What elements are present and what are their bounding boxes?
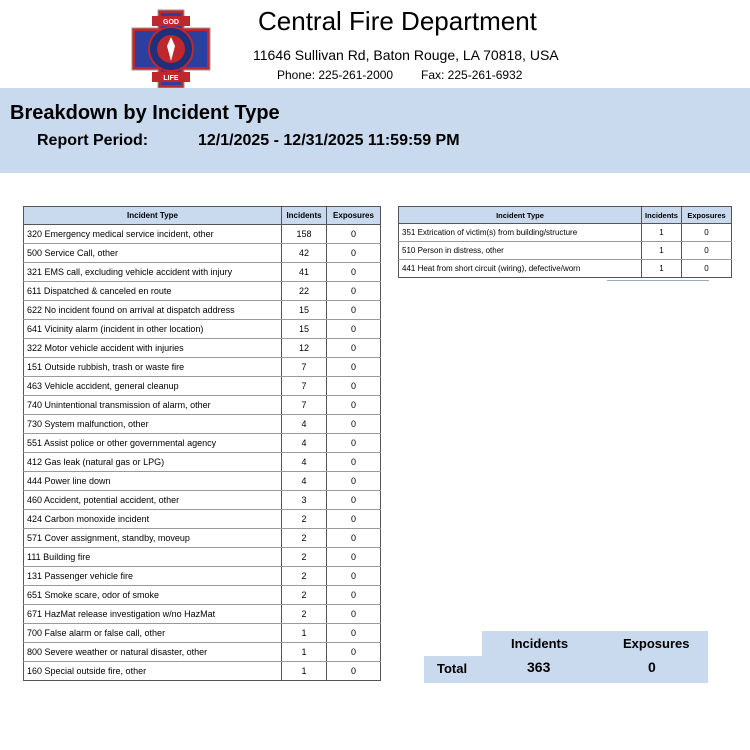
totals-row-label: Total [437,661,468,676]
incidents-cell: 2 [282,529,327,548]
table-row [24,624,381,643]
svg-text:GOD: GOD [163,19,179,26]
table-row [24,225,381,244]
table-row [399,242,732,260]
totals-row [424,656,708,683]
divider [607,280,709,281]
department-name: Central Fire Department [258,6,537,36]
exposures-cell: 0 [327,529,381,548]
totals-exposures-value: 0 [648,659,656,675]
table-row [24,339,381,358]
exposures-cell: 0 [327,339,381,358]
table-row [399,224,732,242]
incident-type-cell: 444 Power line down [24,472,282,491]
incidents-cell: 4 [282,415,327,434]
exposures-cell: 0 [327,301,381,320]
table-row [24,605,381,624]
exposures-cell: 0 [327,643,381,662]
department-address: 11646 Sullivan Rd, Baton Rouge, LA 70818, USA [253,47,559,63]
totals-incidents-value: 363 [527,659,551,675]
incidents-cell: 7 [282,396,327,415]
totals-incidents-label: Incidents [511,636,569,651]
table-row [24,510,381,529]
exposures-cell: 0 [327,567,381,586]
exposures-cell: 0 [682,260,732,278]
incidents-cell: 15 [282,320,327,339]
totals-exposures-label: Exposures [623,636,690,651]
exposures-cell: 0 [327,548,381,567]
table-row [24,320,381,339]
incidents-cell: 15 [282,301,327,320]
totals-header [482,631,708,656]
department-fax: Fax: 225-261-6932 [421,68,523,82]
incident-type-cell: 151 Outside rubbish, trash or waste fire [24,358,282,377]
incident-type-cell: 651 Smoke scare, odor of smoke [24,586,282,605]
incident-type-cell: 641 Vicinity alarm (incident in other location) [24,320,282,339]
table-row [24,263,381,282]
table-row [24,548,381,567]
incident-type-cell: 320 Emergency medical service incident, other [24,225,282,244]
table-row [24,529,381,548]
incidents-cell: 1 [642,224,682,242]
incidents-cell: 1 [282,624,327,643]
report-title: Breakdown by Incident Type [10,102,280,124]
incidents-cell: 1 [642,242,682,260]
table-row [24,244,381,263]
table-row [24,586,381,605]
report-banner [0,88,750,173]
column-header-exposures: Exposures [682,207,732,224]
table-row [399,260,732,278]
svg-text:LIFE: LIFE [163,75,179,82]
exposures-cell: 0 [327,624,381,643]
incidents-cell: 12 [282,339,327,358]
incident-type-cell: 510 Person in distress, other [399,242,642,260]
incident-table-right [398,206,732,278]
exposures-cell: 0 [327,263,381,282]
exposures-cell: 0 [327,491,381,510]
report-period-label: Report Period: [37,132,149,149]
incident-type-cell: 500 Service Call, other [24,244,282,263]
incident-type-cell: 740 Unintentional transmission of alarm, other [24,396,282,415]
incident-type-cell: 800 Severe weather or natural disaster, other [24,643,282,662]
table-row [24,358,381,377]
incidents-cell: 4 [282,472,327,491]
incidents-cell: 2 [282,548,327,567]
exposures-cell: 0 [327,586,381,605]
fire-department-logo [130,8,212,90]
incidents-cell: 2 [282,586,327,605]
incident-type-cell: 351 Extrication of victim(s) from building/structure [399,224,642,242]
column-header-incident-type: Incident Type [399,207,642,224]
report-period-value: 12/1/2025 - 12/31/2025 11:59:59 PM [198,132,460,149]
exposures-cell: 0 [327,453,381,472]
column-header-exposures: Exposures [327,207,381,225]
incidents-cell: 2 [282,510,327,529]
department-phone: Phone: 225-261-2000 [277,68,394,82]
table-row [24,662,381,681]
exposures-cell: 0 [327,225,381,244]
incidents-cell: 42 [282,244,327,263]
table-row [24,434,381,453]
incident-type-cell: 611 Dispatched & canceled en route [24,282,282,301]
table-row [24,472,381,491]
table-row [24,282,381,301]
incident-type-cell: 131 Passenger vehicle fire [24,567,282,586]
incident-type-cell: 730 System malfunction, other [24,415,282,434]
incidents-cell: 2 [282,567,327,586]
incident-table-left [23,206,381,681]
table-row [24,567,381,586]
incidents-cell: 22 [282,282,327,301]
incidents-cell: 4 [282,453,327,472]
incident-type-cell: 622 No incident found on arrival at dispatch address [24,301,282,320]
incident-type-cell: 441 Heat from short circuit (wiring), defective/worn [399,260,642,278]
exposures-cell: 0 [327,434,381,453]
table-row [24,396,381,415]
incident-type-cell: 671 HazMat release investigation w/no HazMat [24,605,282,624]
table-header-row [24,207,381,225]
column-header-incidents: Incidents [282,207,327,225]
column-header-incidents: Incidents [642,207,682,224]
table-row [24,643,381,662]
exposures-cell: 0 [682,242,732,260]
incidents-cell: 7 [282,377,327,396]
incidents-cell: 3 [282,491,327,510]
table-row [24,453,381,472]
exposures-cell: 0 [327,662,381,681]
column-header-incident-type: Incident Type [24,207,282,225]
incidents-cell: 1 [282,643,327,662]
exposures-cell: 0 [327,282,381,301]
exposures-cell: 0 [327,320,381,339]
table-row [24,491,381,510]
exposures-cell: 0 [682,224,732,242]
exposures-cell: 0 [327,358,381,377]
incidents-cell: 7 [282,358,327,377]
exposures-cell: 0 [327,510,381,529]
table-row [24,301,381,320]
exposures-cell: 0 [327,244,381,263]
incident-type-cell: 322 Motor vehicle accident with injuries [24,339,282,358]
incident-type-cell: 160 Special outside fire, other [24,662,282,681]
incident-type-cell: 700 False alarm or false call, other [24,624,282,643]
incidents-cell: 1 [282,662,327,681]
exposures-cell: 0 [327,396,381,415]
table-header-row [399,207,732,224]
incidents-cell: 4 [282,434,327,453]
incident-type-cell: 412 Gas leak (natural gas or LPG) [24,453,282,472]
exposures-cell: 0 [327,472,381,491]
incident-type-cell: 321 EMS call, excluding vehicle accident with injury [24,263,282,282]
incident-type-cell: 551 Assist police or other governmental agency [24,434,282,453]
incident-type-cell: 463 Vehicle accident, general cleanup [24,377,282,396]
incidents-cell: 158 [282,225,327,244]
incident-type-cell: 111 Building fire [24,548,282,567]
exposures-cell: 0 [327,415,381,434]
incident-type-cell: 424 Carbon monoxide incident [24,510,282,529]
incident-type-cell: 571 Cover assignment, standby, moveup [24,529,282,548]
table-row [24,415,381,434]
exposures-cell: 0 [327,377,381,396]
incident-type-cell: 460 Accident, potential accident, other [24,491,282,510]
incidents-cell: 41 [282,263,327,282]
exposures-cell: 0 [327,605,381,624]
table-row [24,377,381,396]
incidents-cell: 1 [642,260,682,278]
incidents-cell: 2 [282,605,327,624]
